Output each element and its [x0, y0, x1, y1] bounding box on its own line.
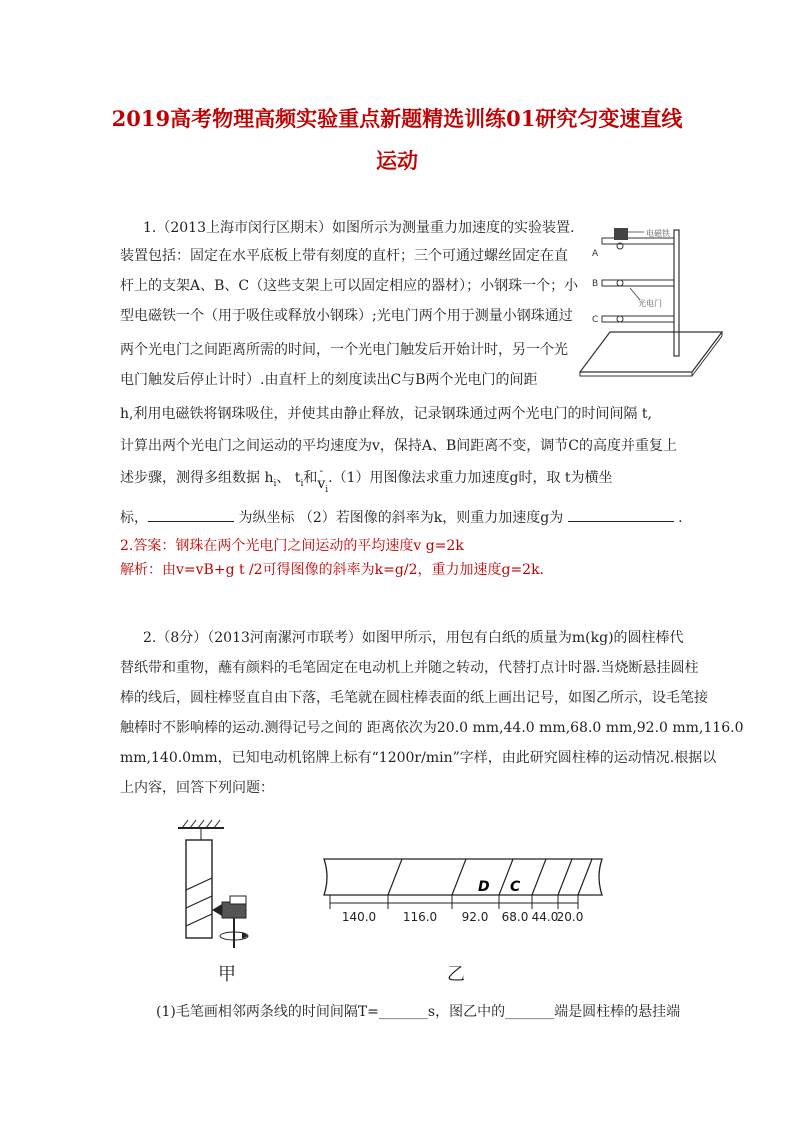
electromagnet	[614, 228, 628, 240]
q1-vbar: - $v_i$	[317, 464, 329, 495]
q2-line-1: 2.（8分）（2013河南漯河市联考）如图甲所示，用包有白纸的质量为m(kg)的圆柱棒代	[143, 630, 684, 646]
label-a: A	[592, 249, 599, 259]
figure-jia	[168, 818, 268, 958]
q1-line-7: h,利用电磁铁将钢珠吸住，并使其由静止释放，记录钢珠通过两个光电门的时间间隔 t,	[120, 406, 652, 422]
label-gate: 光电门	[638, 299, 662, 308]
q1-data-and: 和	[303, 470, 318, 486]
q1-q1-text: .（1）用图像法求重力加速度g时，取 t为横坐	[328, 470, 613, 486]
caption-jia: 甲	[218, 964, 236, 985]
label-d: D	[478, 879, 490, 895]
vertical-rod	[674, 230, 679, 356]
q2-line-6: 上内容，回答下列问题：	[120, 780, 274, 796]
bracket-c	[602, 316, 674, 322]
base-plate	[580, 332, 722, 372]
q1-line-4: 型电磁铁一个（用于吸住或释放小钢珠）;光电门两个用于测量小钢珠通过	[120, 308, 573, 324]
q1-line-6: 电门触发后停止计时）.由直杆上的刻度读出C与B两个光电门的间距	[120, 372, 538, 388]
brush-tip	[212, 904, 222, 916]
q1-explanation: 解析：由v=vB+g t /2可得图像的斜率为k=g/2，重力加速度g=2k.	[120, 562, 545, 578]
label-c: C	[592, 315, 599, 325]
bracket-a	[602, 238, 674, 244]
distance-label: 68.0	[501, 910, 529, 924]
apparatus-figure	[570, 212, 730, 380]
caption-yi: 乙	[447, 964, 465, 985]
q2-line-3: 棒的线后，圆柱棒竖直自由下落，毛笔就在圆柱棒表面的纸上画出记号，如图乙所示，设毛笔接	[120, 690, 708, 706]
q2-line-5: mm,140.0mm，已知电动机铭牌上标有“1200r/min”字样，由此研究圆柱棒的运动情况.根据以	[120, 750, 717, 766]
q1-line-8: 计算出两个光电门之间运动的平均速度为v，保持A、B间距离不变，调节C的高度并重复上	[120, 438, 678, 454]
answer-blank-2[interactable]	[568, 507, 674, 522]
q2-line-2: 替纸带和重物，蘸有颜料的毛笔固定在电动机上并随之转动，代替打点计时器.当烧断悬挂圆柱	[120, 660, 699, 676]
q2-line-4: 触棒时不影响棒的运动.测得记号之间的 距离依次为20.0 mm,44.0 mm,68.0 mm,92.0 mm,116.0	[120, 720, 744, 736]
answer-blank-1[interactable]	[148, 507, 234, 522]
q1-line-2: 装置包括：固定在水平底板上带有刻度的直杆；三个可通过螺丝固定在直	[120, 248, 568, 264]
q1-line-3: 杆上的支架A、B、C（这些支架上可以固定相应的器材）；小钢珠一个；小	[120, 278, 579, 294]
q2-subquestion-1: (1)毛笔画相邻两条线的时间间隔T=_______s，图乙中的_______端是圆柱棒的悬挂端	[156, 1004, 681, 1020]
page-title-line1: 2019高考物理高频实验重点新题精选训练01研究匀变速直线	[111, 106, 683, 131]
page-title-line2: 运动	[376, 148, 418, 173]
distance-label: 44.0	[531, 910, 559, 924]
distance-label: 140.0	[341, 910, 377, 924]
cylinder-rod	[186, 840, 212, 938]
q1-line-10: 标， 为纵坐标 （2）若图像的斜率为k，则重力加速度g为 .	[120, 507, 683, 528]
q1-data-t: 、 t	[276, 470, 301, 486]
q1-line-1: 1.（2013上海市闵行区期末）如图所示为测量重力加速度的实验装置.	[143, 220, 575, 236]
q1-answer: 2.答案：钢珠在两个光电门之间运动的平均速度v g=2k	[120, 538, 464, 554]
label-b: B	[592, 279, 599, 289]
q1-data-h: 述步骤，测得多组数据 h	[120, 470, 274, 486]
label-magnet: 电磁铁	[646, 229, 670, 238]
label-c-strip: C	[510, 879, 521, 895]
q1-line-9: 述步骤，测得多组数据 $h_i$、 $t_i$和 - $v_i.(1)$用图像法求重力加速度g时，取 t为横坐	[120, 468, 613, 494]
figure-yi	[318, 855, 608, 935]
distance-label: 92.0	[461, 910, 489, 924]
distance-label: 20.0	[556, 910, 584, 924]
distance-label: 116.0	[402, 910, 438, 924]
q1-line-5: 两个光电门之间距离所需的时间，一个光电门触发后开始计时，另一个光	[120, 342, 568, 358]
bracket-b	[602, 280, 674, 286]
